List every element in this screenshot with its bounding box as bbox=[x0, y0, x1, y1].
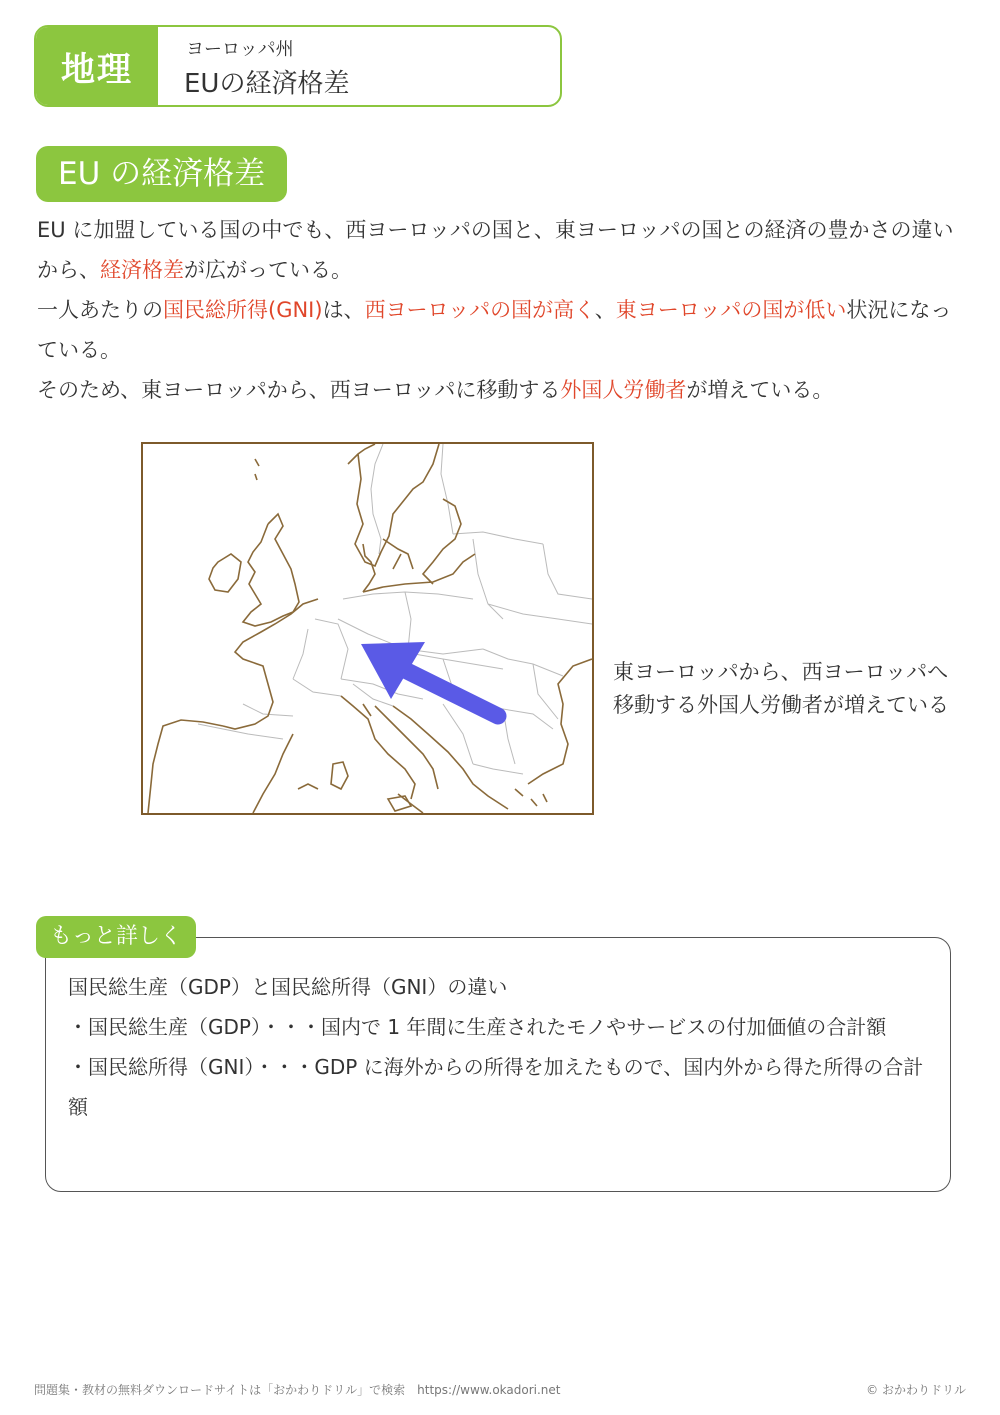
page-title: EUの経済格差 bbox=[184, 69, 350, 99]
more-line-3: ・国民総所得（GNI）・・・GDP に海外からの所得を加えたもので、国内外から得た所得の合計額 bbox=[68, 1055, 924, 1119]
highlight-economic-gap: 経済格差 bbox=[100, 258, 184, 282]
migration-arrow bbox=[361, 642, 498, 716]
coastlines bbox=[148, 444, 592, 813]
text-span: は、 bbox=[322, 298, 365, 322]
body-text bbox=[37, 210, 967, 410]
more-line-2: ・国民総生産（GDP）・・・国内で 1 年間に生産されたモノやサービスの付加価値の合計額 bbox=[68, 1015, 887, 1039]
subject-label: 地理 bbox=[36, 27, 158, 105]
paragraph-1 bbox=[37, 210, 967, 290]
highlight-gni: 国民総所得(GNI) bbox=[163, 298, 323, 322]
country-borders bbox=[198, 444, 592, 774]
header-box bbox=[34, 25, 562, 107]
more-details-text bbox=[68, 967, 928, 1127]
europe-map-svg bbox=[143, 444, 592, 813]
highlight-west-high: 西ヨーロッパの国が高く bbox=[364, 298, 595, 322]
europe-map bbox=[141, 442, 594, 815]
section-title: EU の経済格差 bbox=[36, 146, 287, 202]
highlight-east-low: 東ヨーロッパの国が低い bbox=[615, 298, 847, 322]
text-span: が増えている。 bbox=[686, 378, 834, 402]
text-span: そのため、東ヨーロッパから、西ヨーロッパに移動する bbox=[37, 378, 561, 402]
text-span: 、 bbox=[594, 298, 616, 322]
unit-label: ヨーロッパ州 bbox=[186, 39, 294, 60]
map-caption: 東ヨーロッパから、西ヨーロッパへ移動する外国人労働者が増えている bbox=[613, 660, 949, 717]
footer-copyright: © おかわりドリル bbox=[866, 1383, 966, 1397]
more-details-label: もっと詳しく bbox=[36, 916, 196, 958]
paragraph-2 bbox=[37, 290, 967, 370]
highlight-foreign-workers: 外国人労働者 bbox=[560, 378, 687, 402]
text-span: が広がっている。 bbox=[184, 258, 352, 282]
paragraph-3 bbox=[37, 370, 967, 410]
text-span: EU に加盟している国の中でも、西ヨーロッパの国と、東ヨーロッパの国との経済の豊かさの違いから、 bbox=[37, 218, 954, 282]
more-line-1: 国民総生産（GDP）と国民総所得（GNI）の違い bbox=[68, 975, 508, 999]
text-span: 一人あたりの bbox=[37, 298, 163, 322]
footer-site-info: 問題集・教材の無料ダウンロードサイトは「おかわりドリル」で検索 https://www.okadori.net bbox=[34, 1383, 561, 1397]
text-span: 状況になっている。 bbox=[37, 298, 952, 362]
